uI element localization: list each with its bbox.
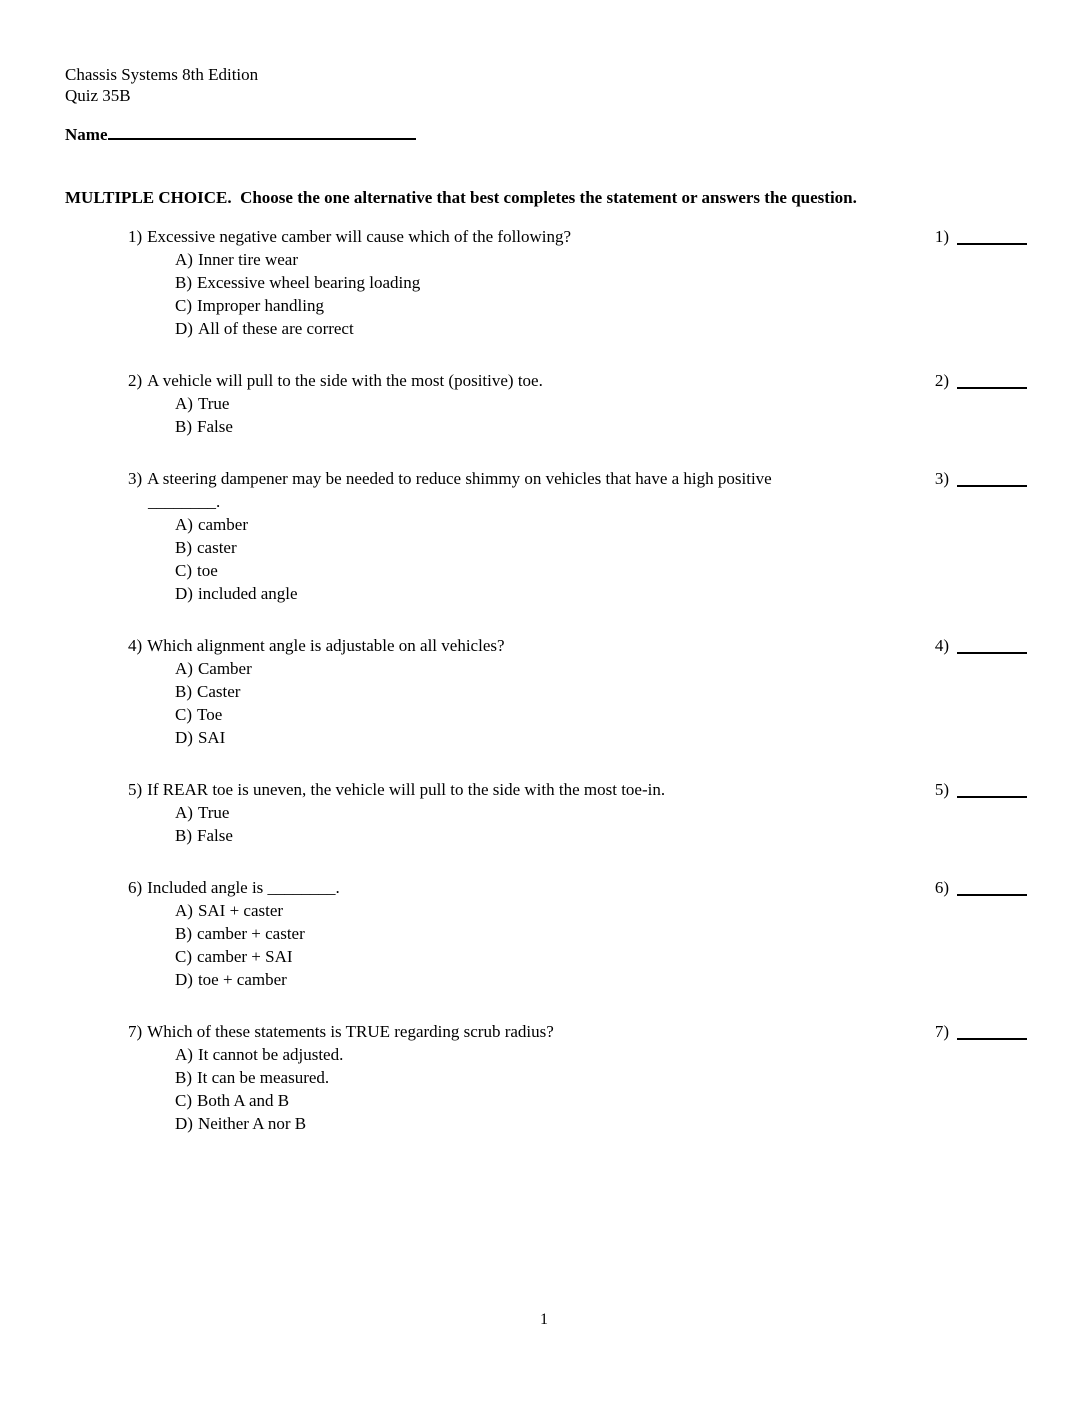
choice-item xyxy=(65,801,1027,824)
question-number: 4) xyxy=(128,636,143,655)
choice-text: All of these are correct xyxy=(197,319,354,338)
choice-text: Camber xyxy=(197,659,252,678)
choice-letter: A) xyxy=(175,901,193,920)
choice-text: Caster xyxy=(197,682,241,701)
choice-letter: C) xyxy=(175,561,192,580)
choice-letter: B) xyxy=(175,826,192,845)
choice-text: False xyxy=(197,417,233,436)
choice-letter: A) xyxy=(175,1045,193,1064)
choice-letter: A) xyxy=(175,659,193,678)
answer-area xyxy=(935,369,1027,392)
choices-list xyxy=(65,513,1027,605)
choice-item xyxy=(65,536,1027,559)
page-number: 1 xyxy=(540,1311,548,1328)
choice-letter: C) xyxy=(175,296,192,315)
choice-letter: D) xyxy=(175,728,193,747)
question-row xyxy=(65,634,1027,657)
choice-item xyxy=(65,1066,1027,1089)
question-number: 1) xyxy=(128,227,143,246)
choice-item xyxy=(65,415,1027,438)
choice-text: It can be measured. xyxy=(197,1068,330,1087)
choice-item xyxy=(65,945,1027,968)
choices-list xyxy=(65,1043,1027,1135)
name-row xyxy=(65,122,1027,146)
choice-letter: A) xyxy=(175,250,193,269)
answer-number: 5) xyxy=(934,780,949,799)
choice-text: Both A and B xyxy=(197,1091,290,1110)
question-number: 7) xyxy=(128,1022,143,1041)
answer-area xyxy=(935,778,1027,801)
question-number: 6) xyxy=(128,878,143,897)
answer-number: 1) xyxy=(934,227,949,246)
choice-item xyxy=(65,513,1027,536)
answer-area xyxy=(935,876,1027,899)
choice-item xyxy=(65,294,1027,317)
question-row xyxy=(65,778,1027,801)
choice-letter: B) xyxy=(175,1068,192,1087)
answer-number: 4) xyxy=(934,636,949,655)
question-block xyxy=(65,876,1027,991)
answer-blank-line[interactable] xyxy=(957,369,1027,389)
question-main xyxy=(65,778,810,801)
choice-letter: B) xyxy=(175,273,192,292)
choice-item xyxy=(65,271,1027,294)
choice-text: True xyxy=(197,394,230,413)
choice-item xyxy=(65,1043,1027,1066)
choice-text: Improper handling xyxy=(197,296,324,315)
choice-letter: C) xyxy=(175,947,192,966)
question-main xyxy=(65,467,810,513)
choice-text: caster xyxy=(197,538,237,557)
answer-number: 7) xyxy=(934,1022,949,1041)
question-block xyxy=(65,225,1027,340)
question-row xyxy=(65,1020,1027,1043)
choice-item xyxy=(65,1089,1027,1112)
choices-list xyxy=(65,248,1027,340)
choice-text: False xyxy=(197,826,233,845)
answer-number: 3) xyxy=(934,469,949,488)
choice-item xyxy=(65,726,1027,749)
choice-text: camber xyxy=(197,515,248,534)
choice-letter: A) xyxy=(175,515,193,534)
question-number: 5) xyxy=(128,780,143,799)
choice-letter: B) xyxy=(175,538,192,557)
question-text: Included angle is ________. xyxy=(147,878,340,897)
choice-item xyxy=(65,680,1027,703)
choice-text: True xyxy=(197,803,230,822)
choice-text: Neither A nor B xyxy=(197,1114,307,1133)
choice-letter: C) xyxy=(175,1091,192,1110)
choice-letter: D) xyxy=(175,319,193,338)
answer-area xyxy=(935,1020,1027,1043)
answer-area xyxy=(935,634,1027,657)
choice-item xyxy=(65,317,1027,340)
question-number: 2) xyxy=(128,371,143,390)
choice-letter: D) xyxy=(175,1114,193,1133)
answer-area xyxy=(935,225,1027,248)
choice-letter: D) xyxy=(175,584,193,603)
choice-letter: A) xyxy=(175,803,193,822)
answer-blank-line[interactable] xyxy=(957,467,1027,487)
answer-blank-line[interactable] xyxy=(957,634,1027,654)
question-row xyxy=(65,467,1027,513)
questions-list xyxy=(65,225,1027,1135)
choice-text: camber + caster xyxy=(197,924,305,943)
answer-blank-line[interactable] xyxy=(957,876,1027,896)
choice-item xyxy=(65,248,1027,271)
choice-item xyxy=(65,559,1027,582)
choice-item xyxy=(65,922,1027,945)
question-text: A vehicle will pull to the side with the most (positive) toe. xyxy=(147,371,543,390)
question-text: Which alignment angle is adjustable on all vehicles? xyxy=(147,636,505,655)
choice-letter: A) xyxy=(175,394,193,413)
question-block xyxy=(65,1020,1027,1135)
choice-text: included angle xyxy=(197,584,298,603)
quiz-title: Quiz 35B xyxy=(65,86,131,105)
question-number: 3) xyxy=(128,469,143,488)
answer-blank-line[interactable] xyxy=(957,778,1027,798)
question-block xyxy=(65,778,1027,847)
question-block xyxy=(65,467,1027,605)
name-label: Name xyxy=(65,125,108,144)
book-title: Chassis Systems 8th Edition xyxy=(65,65,259,84)
question-main xyxy=(65,369,810,392)
choice-item xyxy=(65,899,1027,922)
answer-blank-line[interactable] xyxy=(957,1020,1027,1040)
answer-number: 2) xyxy=(934,371,949,390)
choice-text: SAI + caster xyxy=(197,901,284,920)
choice-text: toe + camber xyxy=(197,970,287,989)
question-text: Excessive negative camber will cause which of the following? xyxy=(147,227,572,246)
question-text: Which of these statements is TRUE regarding scrub radius? xyxy=(147,1022,554,1041)
question-text: If REAR toe is uneven, the vehicle will pull to the side with the most toe-in. xyxy=(147,780,666,799)
question-text: A steering dampener may be needed to reduce shimmy on vehicles that have a high positive ________. xyxy=(147,469,772,511)
choices-list xyxy=(65,392,1027,438)
choice-letter: B) xyxy=(175,417,192,436)
choice-text: toe xyxy=(197,561,218,580)
answer-area xyxy=(935,467,1027,513)
choice-item xyxy=(65,392,1027,415)
name-blank-line[interactable] xyxy=(108,122,416,140)
instructions-text: MULTIPLE CHOICE. Choose the one alternative that best completes the statement or answers the question. xyxy=(65,188,857,207)
choice-item xyxy=(65,582,1027,605)
choice-letter: B) xyxy=(175,682,192,701)
choices-list xyxy=(65,801,1027,847)
choice-letter: B) xyxy=(175,924,192,943)
question-main xyxy=(65,225,810,248)
choice-text: It cannot be adjusted. xyxy=(197,1045,344,1064)
answer-number: 6) xyxy=(934,878,949,897)
document-header xyxy=(65,64,1027,106)
question-main xyxy=(65,634,810,657)
choice-item xyxy=(65,657,1027,680)
choices-list xyxy=(65,899,1027,991)
choice-text: Inner tire wear xyxy=(197,250,299,269)
choice-letter: C) xyxy=(175,705,192,724)
choice-letter: D) xyxy=(175,970,193,989)
choice-item xyxy=(65,968,1027,991)
question-row xyxy=(65,369,1027,392)
choice-text: Toe xyxy=(197,705,223,724)
question-main xyxy=(65,876,810,899)
question-row xyxy=(65,225,1027,248)
choice-item xyxy=(65,703,1027,726)
choice-text: Excessive wheel bearing loading xyxy=(197,273,421,292)
question-row xyxy=(65,876,1027,899)
choices-list xyxy=(65,657,1027,749)
choice-item xyxy=(65,1112,1027,1135)
choice-text: SAI xyxy=(197,728,226,747)
question-main xyxy=(65,1020,810,1043)
question-block xyxy=(65,634,1027,749)
choice-item xyxy=(65,824,1027,847)
choice-text: camber + SAI xyxy=(197,947,293,966)
question-block xyxy=(65,369,1027,438)
answer-blank-line[interactable] xyxy=(957,225,1027,245)
